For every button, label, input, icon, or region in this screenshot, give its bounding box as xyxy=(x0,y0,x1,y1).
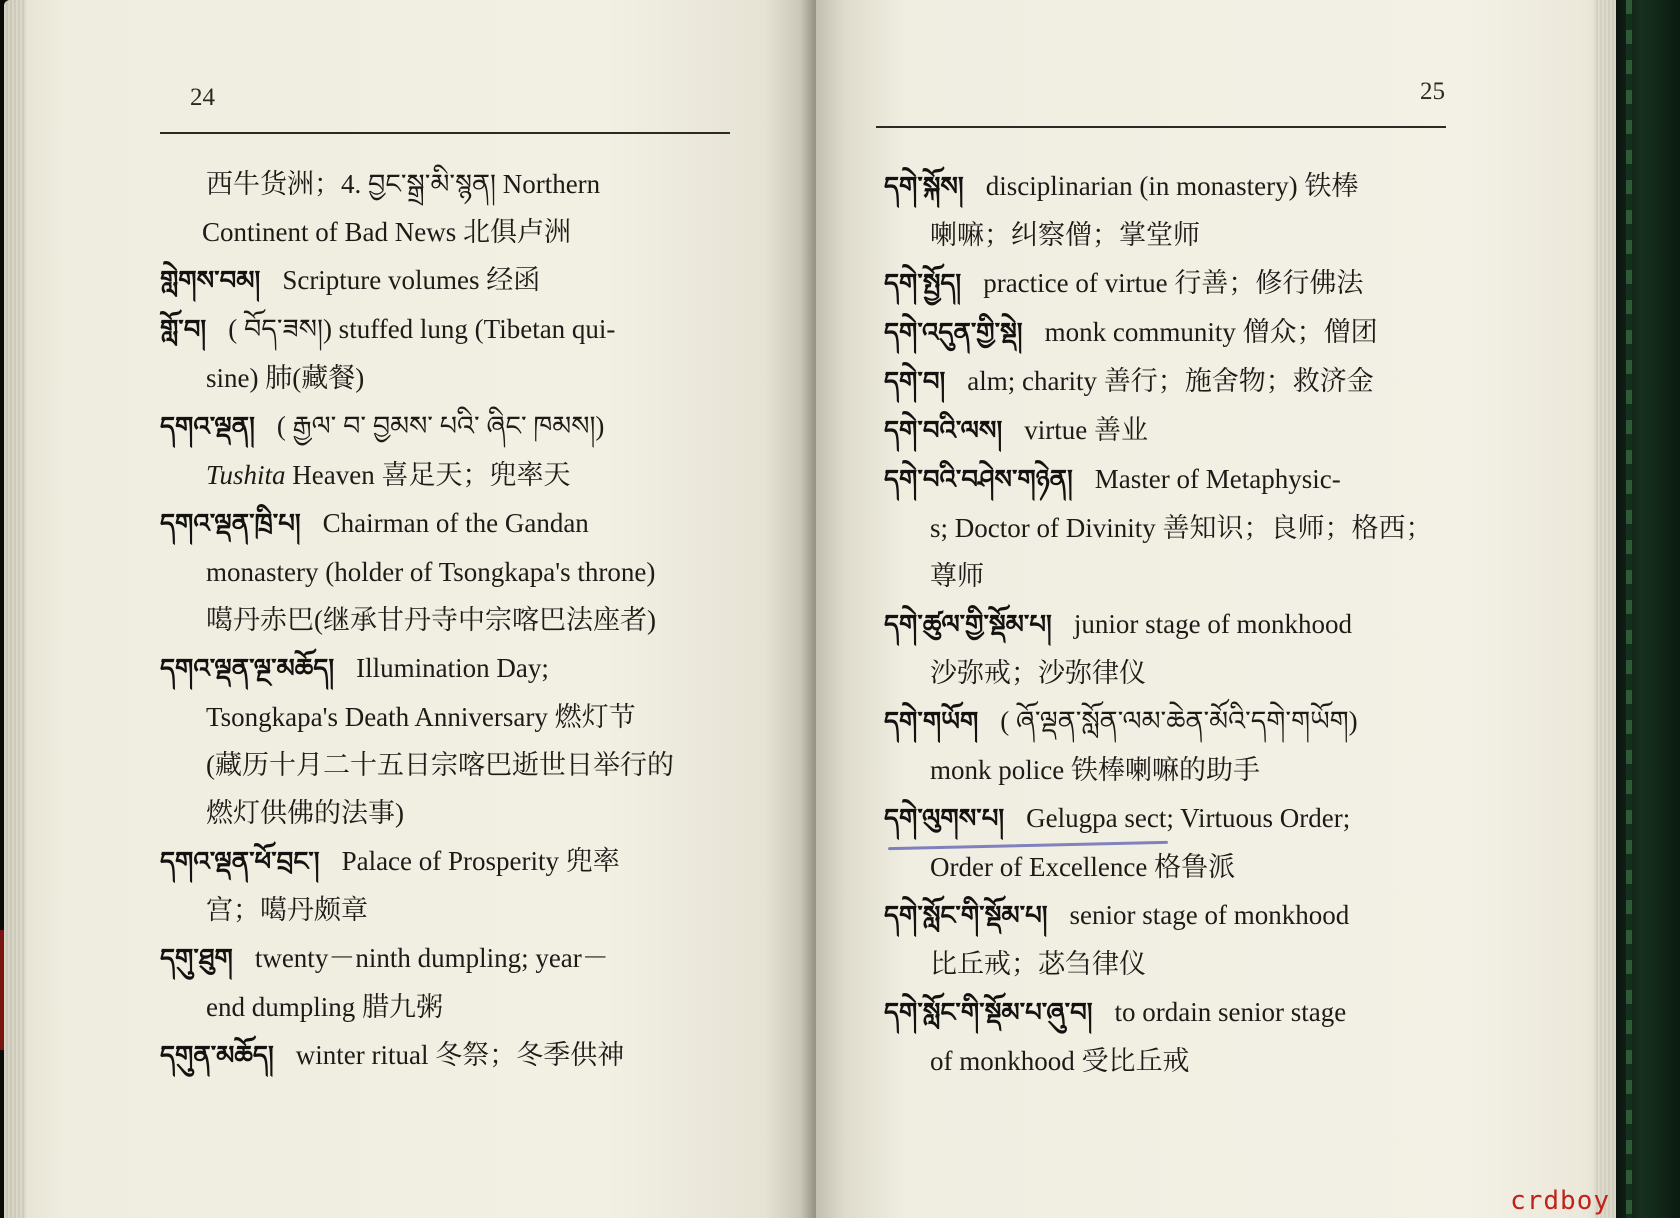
entry-text: senior stage of monkhood xyxy=(1069,900,1350,930)
right-page xyxy=(816,0,1616,1218)
tibetan-headword: དགེ་སློང་གི་སྡོམ་པ་ཞུ་བ། xyxy=(884,998,1093,1028)
entry-text: of monkhood 受比丘戒 xyxy=(930,1046,1190,1076)
tibetan-headword: དགེ་སྐོས། xyxy=(884,172,964,202)
header-rule xyxy=(160,132,730,134)
list-item xyxy=(884,794,1474,891)
entry-text: 宫；噶丹颇章 xyxy=(206,895,368,925)
tibetan-headword: དགའ་ལྡན། xyxy=(160,412,255,442)
entry-text: 喇嘛；纠察僧；掌堂师 xyxy=(930,220,1200,250)
entry-text: Tsongkapa's Death Anniversary 燃灯节 xyxy=(206,702,636,732)
list-item xyxy=(884,697,1474,794)
entry-text: Continent of Bad News 北俱卢洲 xyxy=(202,217,571,247)
page-number: 25 xyxy=(1420,78,1445,105)
entry-text: Tushita Heaven 喜足天；兜率天 xyxy=(206,460,571,490)
entry-text: 比丘戒；苾刍律仪 xyxy=(930,949,1146,979)
entry-text: virtue 善业 xyxy=(1024,415,1148,445)
entry-text: (藏历十月二十五日宗喀巴逝世日举行的 xyxy=(206,750,674,780)
tibetan-headword: གླེགས་བམ། xyxy=(160,266,261,296)
list-item xyxy=(160,256,730,305)
left-page xyxy=(4,0,816,1218)
entry-list xyxy=(884,162,1474,1085)
entry-text: 尊师 xyxy=(930,561,984,591)
tibetan-headword: དགེ་འདུན་གྱི་སྡེ། xyxy=(884,318,1023,348)
tibetan-headword: དགེ་བའི་ལས། xyxy=(884,416,1003,446)
page-number: 24 xyxy=(190,84,215,111)
list-item xyxy=(160,402,730,499)
entry-text: ( བོད་ཟས།) stuffed lung (Tibetan qui- xyxy=(228,314,616,344)
tibetan-headword: དགེ་ཚུལ་གྱི་སྡོམ་པ། xyxy=(884,610,1052,640)
list-item xyxy=(884,988,1474,1085)
entry-text: monk police 铁棒喇嘛的助手 xyxy=(930,755,1260,785)
list-item xyxy=(884,455,1474,600)
list-item xyxy=(160,305,730,402)
entry-text: Illumination Day; xyxy=(356,653,549,683)
entry-text: monk community 僧众；僧团 xyxy=(1044,317,1378,347)
entry-text: end dumpling 腊九粥 xyxy=(206,992,443,1022)
list-item xyxy=(884,162,1474,259)
entry-text: disciplinarian (in monastery) 铁棒 xyxy=(985,171,1359,201)
entry-text: monastery (holder of Tsongkapa's throne) xyxy=(206,557,656,587)
page-edge xyxy=(4,0,26,1218)
list-item xyxy=(160,837,730,934)
tibetan-headword: དགེ་ལུགས་པ། xyxy=(884,804,1005,834)
list-item xyxy=(884,308,1474,357)
tibetan-headword: དགེ་སློང་གི་སྡོམ་པ། xyxy=(884,901,1048,931)
tibetan-headword: དགེ་བ། xyxy=(884,367,946,397)
tibetan-headword: དགེ་སྤྱོད། xyxy=(884,269,962,299)
tibetan-headword: དགའ་ལྡན་ཁྲི་པ། xyxy=(160,509,301,539)
tibetan-headword: གློ་བ། xyxy=(160,315,207,345)
list-item xyxy=(160,160,730,256)
entry-text: Order of Excellence 格鲁派 xyxy=(930,852,1236,882)
entry-text: practice of virtue 行善；修行佛法 xyxy=(983,268,1364,298)
book-cover-edge xyxy=(1616,0,1680,1218)
list-item xyxy=(160,499,730,644)
entry-text: alm; charity 善行；施舍物；救济金 xyxy=(967,366,1374,396)
entry-text: s; Doctor of Divinity 善知识；良师；格西； xyxy=(930,513,1433,543)
entry-text: twenty－ninth dumpling; year－ xyxy=(254,943,609,973)
tibetan-headword: དགུན་མཆོད། xyxy=(160,1041,274,1071)
list-item xyxy=(884,600,1474,697)
entry-text: Palace of Prosperity 兜率 xyxy=(341,846,620,876)
entry-list xyxy=(160,160,730,1080)
list-item xyxy=(884,259,1474,308)
tibetan-headword: དགེ་བའི་བཤེས་གཉེན། xyxy=(884,465,1073,495)
entry-text: junior stage of monkhood xyxy=(1073,609,1353,639)
entry-text: Chairman of the Gandan xyxy=(322,508,589,538)
tibetan-headword: དགའ་ལྡན་ཕོ་བྲང་། xyxy=(160,847,320,877)
entry-text: winter ritual 冬祭；冬季供神 xyxy=(295,1040,625,1070)
entry-text: 西牛货洲；4. བྱང་སྒྲ་མི་སྙན། Northern xyxy=(206,169,601,199)
entry-text: ( རྒྱལ་ བ་ བྱམས་ པའི་ ཞིང་ ཁམས།) xyxy=(276,411,605,441)
list-item xyxy=(160,644,730,837)
list-item xyxy=(884,406,1474,455)
entry-text: to ordain senior stage xyxy=(1114,997,1347,1027)
entry-text: 沙弥戒；沙弥律仪 xyxy=(930,658,1146,688)
entry-text: 噶丹赤巴(继承甘丹寺中宗喀巴法座者) xyxy=(206,605,656,635)
entry-text: Master of Metaphysic- xyxy=(1094,464,1341,494)
tibetan-headword: དགའ་ལྡན་ལྔ་མཆོད། xyxy=(160,654,335,684)
entry-text: Scripture volumes 经函 xyxy=(282,265,541,295)
italic-term: Tushita xyxy=(206,460,286,490)
list-item xyxy=(884,891,1474,988)
entry-text: Gelugpa sect; Virtuous Order; xyxy=(1026,803,1351,833)
page-edge xyxy=(1594,0,1616,1218)
watermark: crdboy xyxy=(1510,1186,1610,1216)
entry-text: sine) 肺(藏餐) xyxy=(206,363,365,393)
tibetan-headword: དགུ་ཐུག xyxy=(160,944,233,974)
header-rule xyxy=(876,126,1446,128)
list-item xyxy=(160,934,730,1031)
entry-text: 燃灯供佛的法事) xyxy=(206,798,404,828)
list-item xyxy=(884,357,1474,406)
entry-text: ( ཞོ་ལྡན་སློན་ལམ་ཆེན་མོའི་དགེ་གཡོག) xyxy=(1000,706,1358,736)
tibetan-headword: དགེ་གཡོག xyxy=(884,707,979,737)
list-item xyxy=(160,1031,730,1080)
